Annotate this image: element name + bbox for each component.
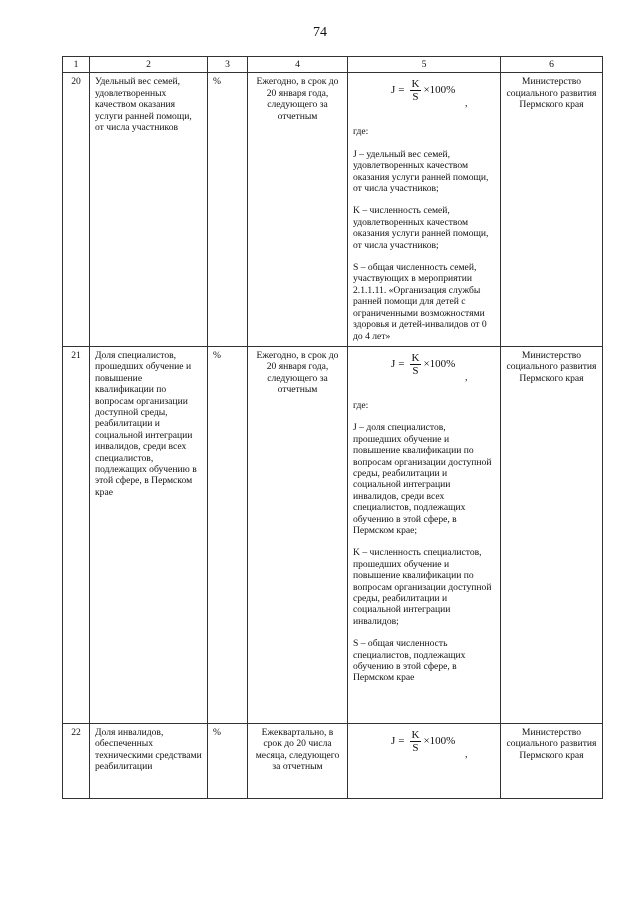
formula-denominator: S	[412, 741, 419, 754]
definition: K – численность семей, удовлетворенных качеством оказания услуги ранней помощи, от числа участников;	[353, 205, 489, 251]
responsible: Министерство социального развития Пермского края	[501, 73, 603, 347]
header-row	[63, 57, 603, 73]
formula-cell	[348, 723, 501, 798]
definition: S – общая численность специалистов, подлежащих обучению в этой сфере, в Пермском крае	[353, 638, 466, 684]
formula-lhs: J	[391, 84, 396, 97]
reporting-period: Ежегодно, в срок до 20 января года, следующего за отчетным	[248, 73, 348, 347]
unit: %	[208, 73, 248, 347]
where-label: где:	[353, 126, 369, 138]
indicators-table	[62, 56, 603, 799]
formula	[353, 729, 495, 775]
formula-equals: =	[398, 357, 405, 370]
formula	[353, 78, 495, 124]
formula-numerator: K	[411, 78, 420, 91]
formula-comma: ,	[465, 371, 468, 383]
definition: J – доля специалистов, прошедших обучение и повышение квалификации по вопросам организации доступной среды, реабилитации и социальной интеграции инвалидов, среди всех специалистов, подлежащих обучению в этой сфере, в Пермском крае;	[353, 422, 492, 536]
formula	[353, 352, 495, 398]
row-number: 20	[63, 73, 90, 347]
page-number: 74	[313, 25, 327, 40]
formula-cell	[348, 73, 501, 347]
unit: %	[208, 723, 248, 798]
row-number: 22	[63, 723, 90, 798]
column-header: 5	[348, 57, 501, 73]
unit: %	[208, 346, 248, 723]
responsible: Министерство социального развития Пермского края	[501, 346, 603, 723]
column-header: 2	[90, 57, 208, 73]
formula-denominator: S	[412, 364, 419, 377]
definition: J – удельный вес семей, удовлетворенных качеством оказания услуги ранней помощи, от числа участников;	[353, 148, 489, 195]
definition: S – общая численность семей, участвующих в мероприятии 2.1.1.11. «Организация службы ранней помощи для детей с ограниченными возможностями здоровья и детей-инвалидов от 0 до 4 лет»	[353, 262, 487, 342]
formula-multiplier: ×100%	[423, 357, 456, 370]
formula-comma: ,	[465, 98, 468, 110]
reporting-period: Ежеквартально, в срок до 20 числа месяца, следующего за отчетным	[248, 723, 348, 798]
formula-numerator: K	[411, 351, 420, 364]
formula-numerator: K	[411, 728, 420, 741]
formula-equals: =	[398, 734, 405, 747]
row-number: 21	[63, 346, 90, 723]
responsible: Министерство социального развития Пермского края	[501, 723, 603, 798]
indicator-name: Доля специалистов, прошедших обучение и повышение квалификации по вопросам организации доступной среды, реабилитации и социальной интеграции инвалидов, среди всех специалистов, подлежащих обучению в этой сфере, в Пермском крае	[90, 346, 208, 723]
definition: K – численность специалистов, прошедших обучение и повышение квалификации по вопросам организации доступной среды, реабилитации и социальной интеграции инвалидов;	[353, 547, 492, 627]
column-header: 6	[501, 57, 603, 73]
table-row	[63, 346, 603, 723]
formula-multiplier: ×100%	[423, 84, 456, 97]
indicator-name: Удельный вес семей, удовлетворенных качеством оказания услуги ранней помощи, от числа участников	[90, 73, 208, 347]
where-label: где:	[353, 399, 369, 411]
column-header: 1	[63, 57, 90, 73]
formula-lhs: J	[391, 357, 396, 370]
indicator-name: Доля инвалидов, обеспеченных техническими средствами реабилитации	[90, 723, 208, 798]
table-row	[63, 723, 603, 798]
formula-lhs: J	[391, 734, 396, 747]
column-header: 4	[248, 57, 348, 73]
formula-multiplier: ×100%	[423, 734, 456, 747]
reporting-period: Ежегодно, в срок до 20 января года, следующего за отчетным	[248, 346, 348, 723]
column-header: 3	[208, 57, 248, 73]
formula-equals: =	[398, 84, 405, 97]
table-row	[63, 73, 603, 347]
formula-denominator: S	[412, 91, 419, 104]
formula-cell	[348, 346, 501, 723]
formula-comma: ,	[465, 748, 468, 760]
